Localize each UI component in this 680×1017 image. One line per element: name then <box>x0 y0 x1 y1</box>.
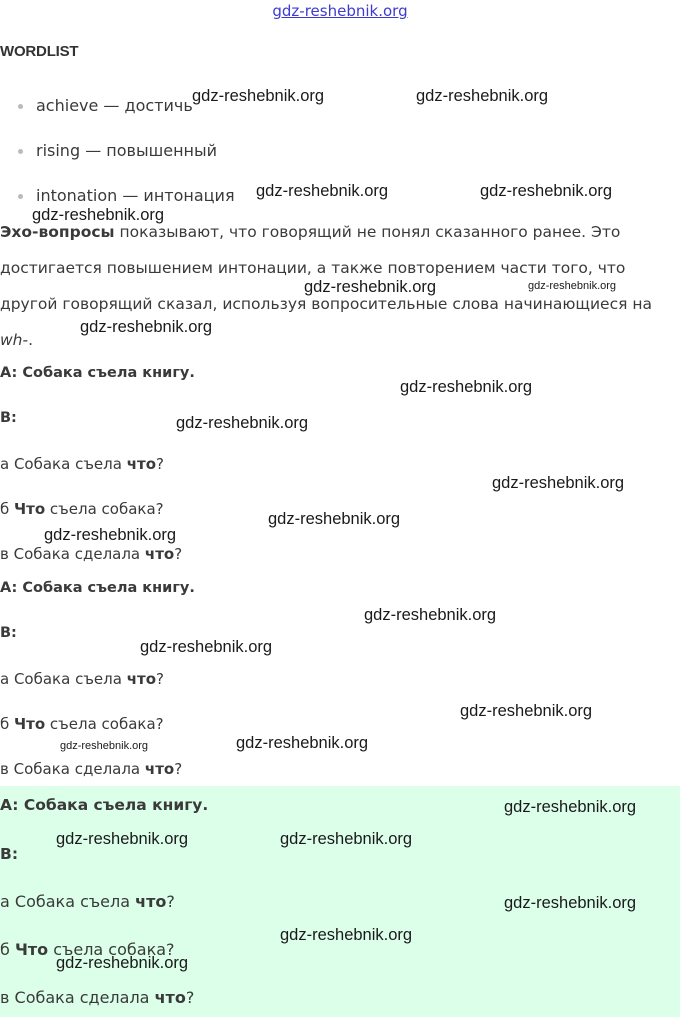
dialogue-a-line: A: Собака съела книгу. <box>0 796 209 814</box>
site-header-link[interactable]: gdz-reshebnik.org <box>272 2 408 20</box>
watermark: gdz-reshebnik.org <box>416 87 549 105</box>
watermark: gdz-reshebnik.org <box>236 734 369 752</box>
watermark: gdz-reshebnik.org <box>304 278 437 296</box>
wordlist-item: intonation — интонация <box>0 178 235 223</box>
watermark: gdz-reshebnik.org <box>60 740 149 752</box>
dialogue-a-line: A: Собака съела книгу. <box>0 365 195 381</box>
dialogue-option-a: а Собака съела что? <box>0 892 175 911</box>
paragraph-term: Эхо-вопросы <box>0 223 115 241</box>
watermark: gdz-reshebnik.org <box>44 526 177 544</box>
watermark: gdz-reshebnik.org <box>480 182 613 200</box>
dialogue-option-b: б Что съела собака? <box>0 500 164 518</box>
watermark: gdz-reshebnik.org <box>192 87 325 105</box>
watermark: gdz-reshebnik.org <box>256 182 389 200</box>
wordlist-item: rising — повышенный <box>0 133 235 178</box>
watermark: gdz-reshebnik.org <box>504 798 637 816</box>
watermark: gdz-reshebnik.org <box>56 954 189 972</box>
dialogue-b-label: B: <box>0 845 19 863</box>
dialogue-option-c: в Собака сделала что? <box>0 545 183 563</box>
dialogue-option-c: в Собака сделала что? <box>0 760 183 778</box>
paragraph-end: . <box>28 331 34 349</box>
paragraph-text: показывают, что говорящий не понял сказанного ранее. Это достигается повышением интонации, а также повторением части того, что другой говорящий сказал, используя вопросительные слова начинающиеся на <box>0 223 652 313</box>
watermark: gdz-reshebnik.org <box>492 474 625 492</box>
watermark: gdz-reshebnik.org <box>268 510 401 528</box>
wordlist-title: WORDLIST <box>0 43 79 60</box>
wordlist <box>0 88 235 223</box>
watermark: gdz-reshebnik.org <box>400 378 533 396</box>
dialogue-b-label: B: <box>0 410 17 426</box>
dialogue-a-line: A: Собака съела книгу. <box>0 580 195 596</box>
dialogue-option-a: а Собака съела что? <box>0 670 164 688</box>
dialogue-option-c: в Собака сделала что? <box>0 988 195 1007</box>
watermark: gdz-reshebnik.org <box>280 830 413 848</box>
watermark: gdz-reshebnik.org <box>80 318 213 336</box>
dialogue-option-b: б Что съела собака? <box>0 715 164 733</box>
wordlist-item: achieve — достичь <box>0 88 235 133</box>
watermark: gdz-reshebnik.org <box>140 638 273 656</box>
watermark: gdz-reshebnik.org <box>32 206 165 224</box>
watermark: gdz-reshebnik.org <box>528 280 617 292</box>
dialogue-option-b: б Что съела собака? <box>0 940 175 959</box>
watermark: gdz-reshebnik.org <box>176 414 309 432</box>
watermark: gdz-reshebnik.org <box>56 830 189 848</box>
dialogue-option-a: а Собака съела что? <box>0 455 164 473</box>
watermark: gdz-reshebnik.org <box>460 702 593 720</box>
dialogue-b-label: B: <box>0 625 17 641</box>
watermark: gdz-reshebnik.org <box>504 894 637 912</box>
watermark: gdz-reshebnik.org <box>364 606 497 624</box>
watermark: gdz-reshebnik.org <box>280 926 413 944</box>
paragraph-wh: wh- <box>0 331 29 349</box>
